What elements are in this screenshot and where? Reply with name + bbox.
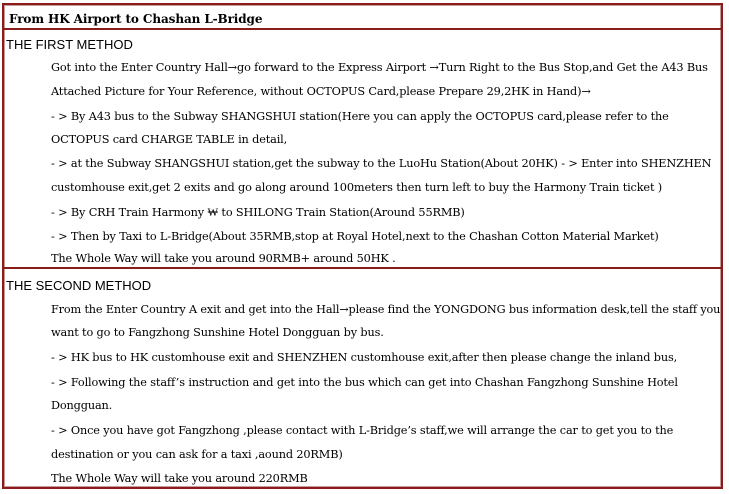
second-method-line: want to go to Fangzhong Sunshine Hotel Dongguan by bus. (51, 326, 384, 339)
second-method-line: destination or you can ask for a taxi ,aound 20RMB) (51, 448, 343, 461)
first-method-total: The Whole Way will take you around 90RMB+ around 50HK . (51, 252, 396, 265)
document-title: From HK Airport to Chashan L-Bridge (9, 12, 263, 26)
second-method-heading: THE SECOND METHOD (6, 278, 152, 293)
first-method-line: Attached Picture for Your Reference, without OCTOPUS Card,please Prepare 29,2HK in Hand)→ (51, 85, 591, 98)
first-method-heading: THE FIRST METHOD (6, 37, 133, 52)
second-method-line: From the Enter Country A exit and get into the Hall→please find the YONGDONG bus information desk,tell the staff you (51, 303, 721, 316)
first-method-line: - > By CRH Train Harmony ₩ to SHILONG Train Station(Around 55RMB) (51, 206, 465, 219)
first-method-line: - > By A43 bus to the Subway SHANGSHUI station(Here you can apply the OCTOPUS card,please refer to the (51, 110, 669, 123)
second-method-line: Dongguan. (51, 399, 113, 412)
second-method-total: The Whole Way will take you around 220RMB (51, 472, 308, 485)
second-method-line: - > Following the staff’s instruction and get into the bus which can get into Chashan Fangzhong Sunshine Hotel (51, 376, 678, 389)
second-method-line: - > HK bus to HK customhouse exit and SHENZHEN customhouse exit,after then please change the inland bus, (51, 351, 678, 364)
first-method-line: - > at the Subway SHANGSHUI station,get the subway to the LuoHu Station(About 20HK) - > Enter into SHENZHEN (51, 157, 712, 170)
document-table (2, 3, 723, 489)
first-method-line: Got into the Enter Country Hall→go forward to the Express Airport →Turn Right to the Bus Stop,and Get the A43 Bus (51, 61, 708, 74)
title-cell (2, 3, 723, 30)
first-method-line: customhouse exit,get 2 exits and go along around 100meters then turn left to buy the Harmony Train ticket ) (51, 181, 663, 194)
first-method-line: - > Then by Taxi to L-Bridge(About 35RMB,stop at Royal Hotel,next to the Chashan Cotton Material Market) (51, 230, 659, 243)
second-method-line: - > Once you have got Fangzhong ,please contact with L-Bridge’s staff,we will arrange the car to get you to the (51, 424, 674, 437)
first-method-line: OCTOPUS card CHARGE TABLE in detail, (51, 133, 288, 146)
section-divider (2, 267, 723, 269)
